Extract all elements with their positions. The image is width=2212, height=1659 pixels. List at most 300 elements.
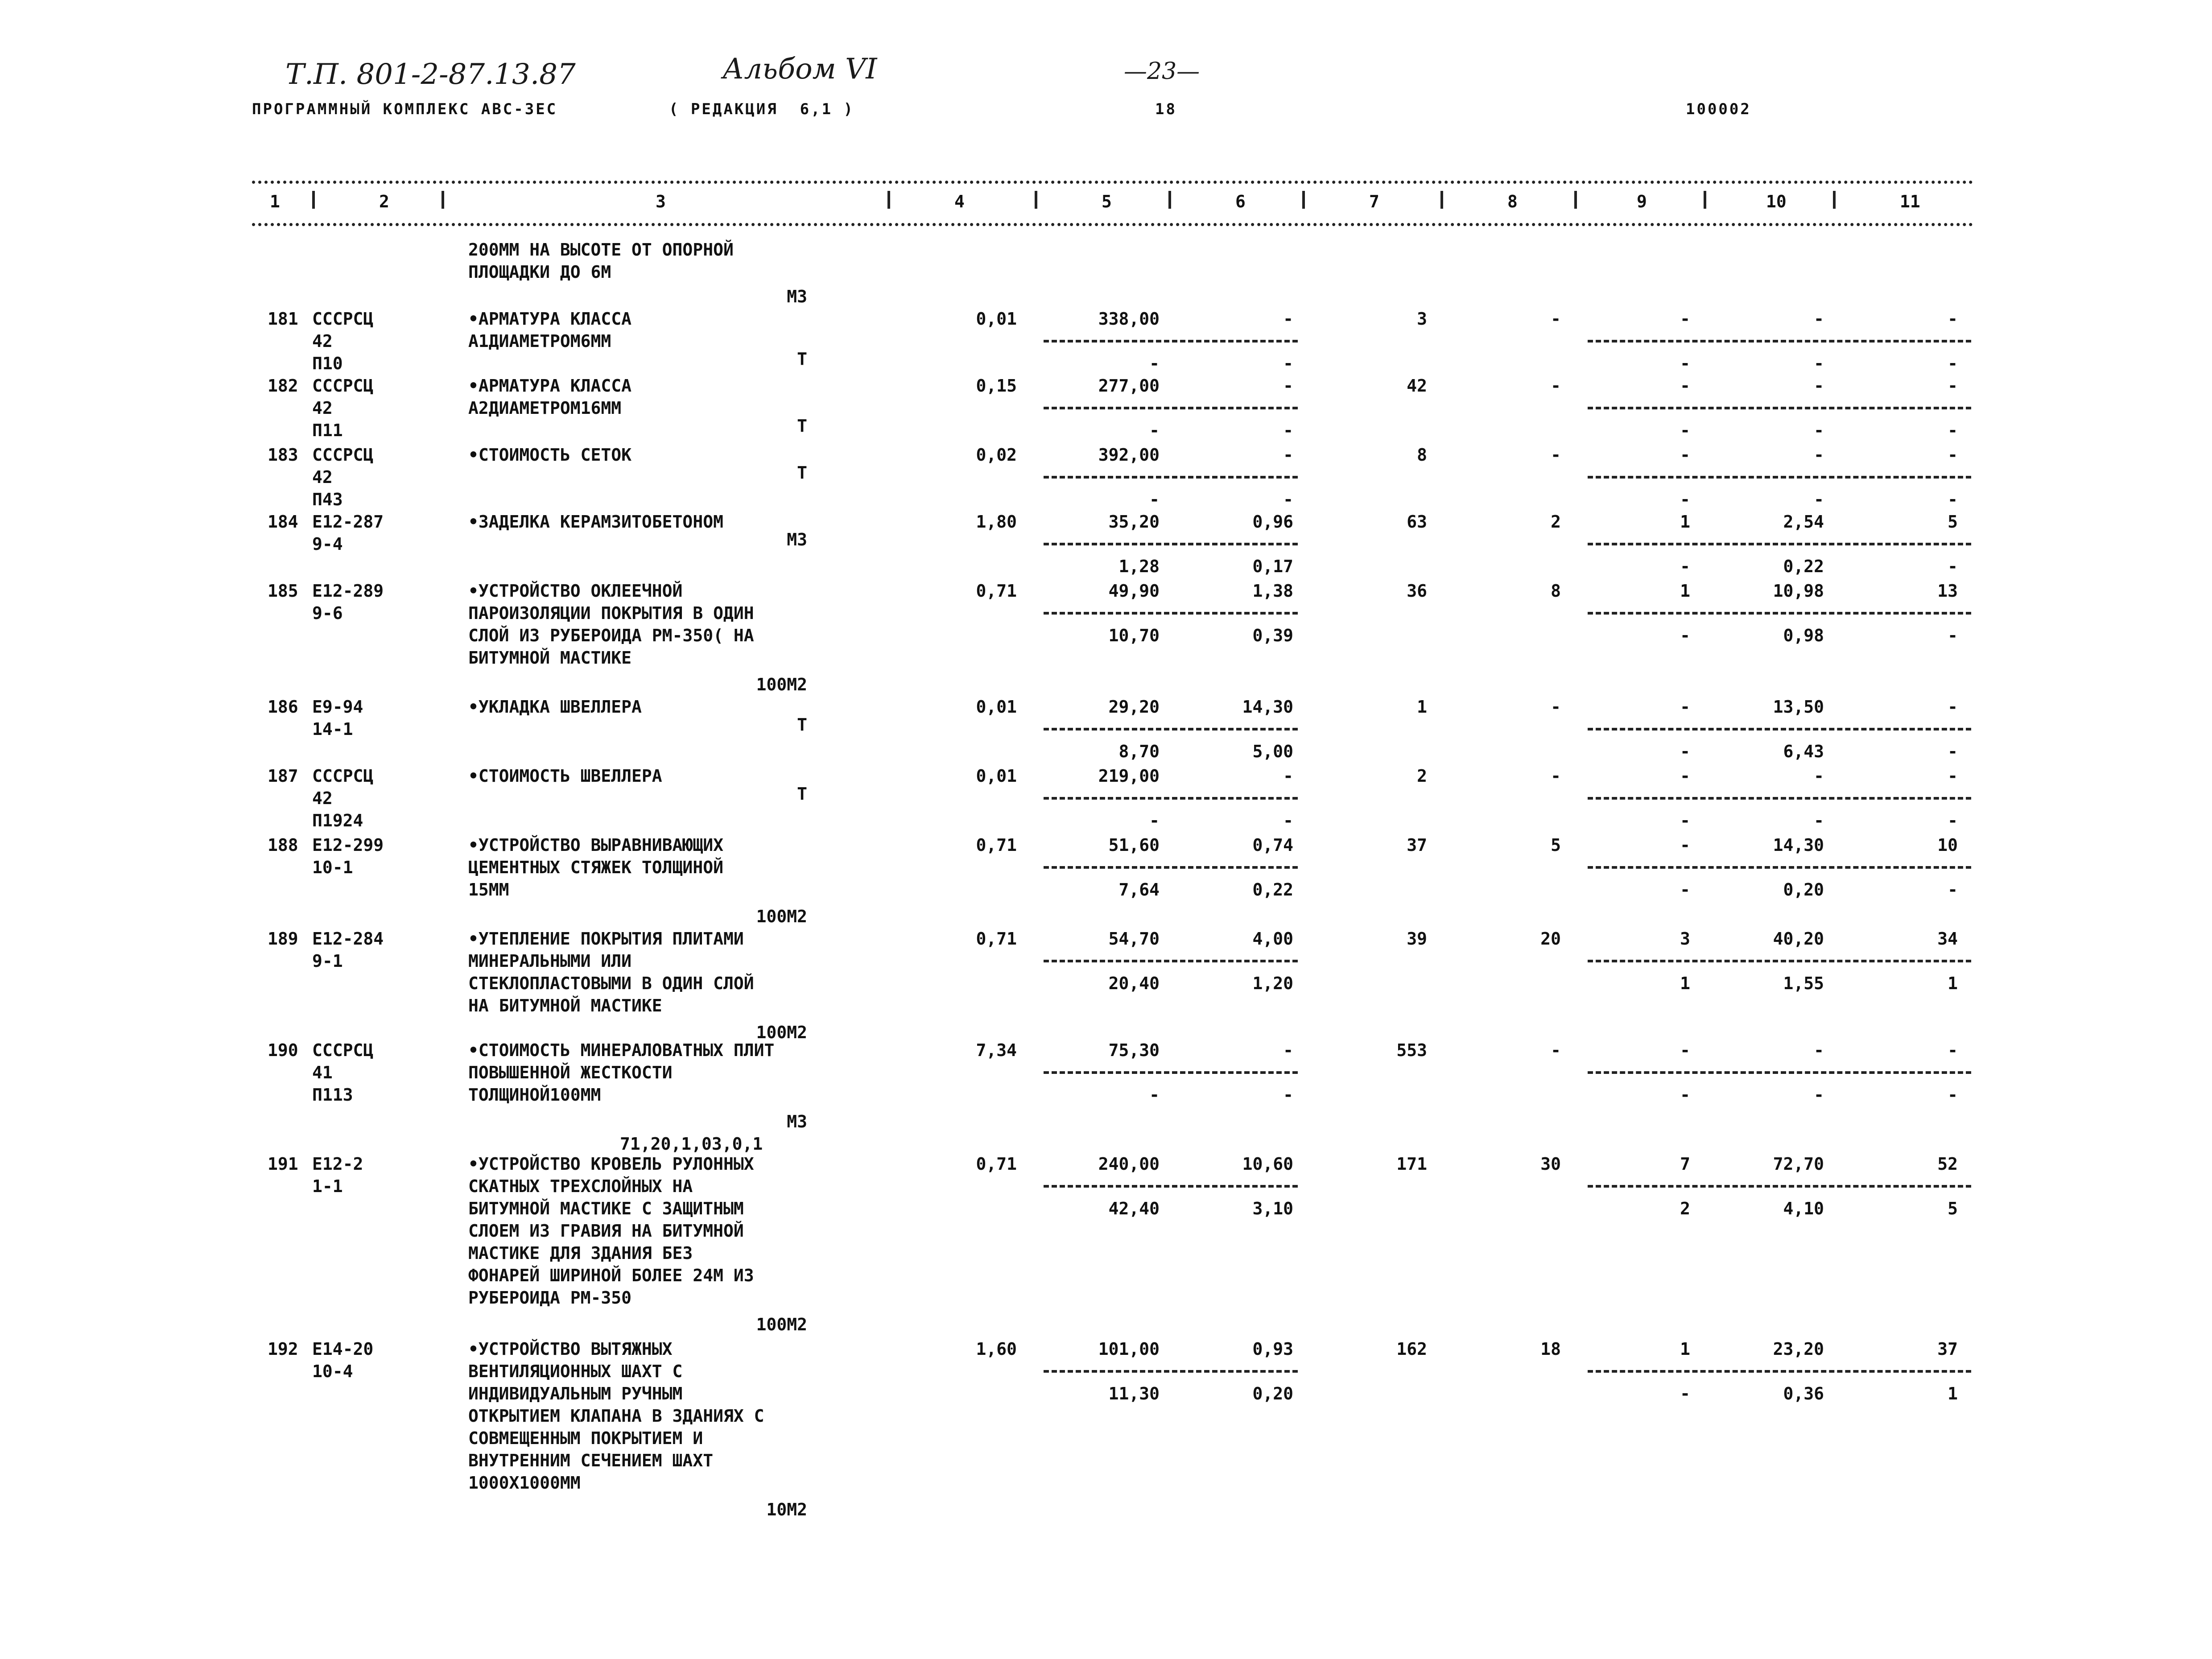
row-number: 189: [268, 929, 298, 949]
col8-value: -: [1551, 697, 1561, 717]
col8-value: 20: [1540, 929, 1561, 949]
col8-value: -: [1551, 309, 1561, 329]
edition-label: ( РЕДАКЦИЯ 6,1 ): [669, 100, 854, 118]
col11-subvalue: -: [1948, 1085, 1958, 1105]
col4-value: 0,71: [976, 835, 1017, 855]
row-description: СОВМЕЩЕННЫМ ПОКРЫТИЕМ И: [468, 1428, 703, 1448]
col6-value: 0,93: [1252, 1339, 1293, 1359]
col5-value: 54,70: [1108, 929, 1160, 949]
row-number: 184: [268, 512, 298, 532]
col7-value: 42: [1407, 376, 1427, 396]
table-top-rule: [252, 181, 1973, 184]
row-description: СТЕКЛОПЛАСТОВЫМИ В ОДИН СЛОЙ: [468, 974, 754, 993]
col10-subvalue: -: [1814, 811, 1824, 830]
row-code: Е14-20: [312, 1339, 374, 1359]
col-num: 2: [379, 192, 389, 211]
col6-subvalue: -: [1283, 811, 1293, 830]
row-code: П10: [312, 354, 343, 373]
col11-subvalue: -: [1948, 490, 1958, 509]
row-subtotal-rule: [1044, 612, 1298, 615]
col10-value: 14,30: [1773, 835, 1824, 855]
row-description: •ЗАДЕЛКА КЕРАМЗИТОБЕТОНОМ: [468, 512, 723, 532]
col5-subvalue: 1,28: [1118, 557, 1160, 576]
col8-value: 2: [1551, 512, 1561, 532]
row-description: ИНДИВИДУАЛЬНЫМ РУЧНЫМ: [468, 1384, 683, 1403]
row-code: П43: [312, 490, 343, 509]
col10-value: 10,98: [1773, 581, 1824, 601]
row-subtotal-rule: [1044, 1185, 1298, 1188]
row-unit: 100М2: [756, 1315, 807, 1334]
document-reference: Т.П. 801-2-87.13.87: [285, 58, 576, 91]
row-unit: М3: [787, 530, 807, 549]
col-num: 3: [656, 192, 666, 211]
col5-subvalue: 42,40: [1108, 1199, 1160, 1218]
row-code: Е12-2: [312, 1154, 363, 1174]
col6-value: -: [1283, 445, 1293, 465]
row-number: 187: [268, 766, 298, 786]
page-number: —23—: [1124, 58, 1200, 85]
col-num: 1: [270, 192, 280, 211]
row-subtotal-rule: [1588, 340, 1971, 343]
row-unit: 100М2: [756, 675, 807, 694]
col9-subvalue: -: [1680, 742, 1690, 761]
col9-subvalue: -: [1680, 1085, 1690, 1105]
col8-value: -: [1551, 376, 1561, 396]
col11-value: 10: [1937, 835, 1958, 855]
col10-subvalue: 6,43: [1783, 742, 1824, 761]
row-subtotal-rule: [1588, 960, 1971, 962]
col6-subvalue: 0,22: [1252, 880, 1293, 900]
row-unit: Т: [797, 463, 807, 483]
col5-value: 392,00: [1098, 445, 1160, 465]
row-number: 185: [268, 581, 298, 601]
col5-subvalue: -: [1149, 421, 1160, 440]
row-description: 15ММ: [468, 880, 509, 900]
col10-value: -: [1814, 376, 1824, 396]
row-subtotal-rule: [1588, 1185, 1971, 1188]
row-description: ОТКРЫТИЕМ КЛАПАНА В ЗДАНИЯХ С: [468, 1406, 764, 1426]
row-description: •СТОИМОСТЬ СЕТОК: [468, 445, 632, 465]
row-subtotal-rule: [1044, 407, 1298, 409]
col6-value: 14,30: [1242, 697, 1293, 717]
col6-subvalue: -: [1283, 490, 1293, 509]
col4-value: 0,71: [976, 1154, 1017, 1174]
col5-subvalue: -: [1149, 1085, 1160, 1105]
col10-subvalue: 4,10: [1783, 1199, 1824, 1218]
col5-value: 49,90: [1108, 581, 1160, 601]
col6-value: 1,38: [1252, 581, 1293, 601]
col6-subvalue: 1,20: [1252, 974, 1293, 993]
row-subtotal-rule: [1044, 1071, 1298, 1074]
col7-value: 63: [1407, 512, 1427, 532]
row-number: 188: [268, 835, 298, 855]
col6-subvalue: 5,00: [1252, 742, 1293, 761]
row-subtotal-rule: [1588, 1071, 1971, 1074]
col8-value: 5: [1551, 835, 1561, 855]
carry-over-unit: М3: [787, 287, 807, 306]
row-code: Е12-287: [312, 512, 384, 532]
col-num: 6: [1235, 192, 1246, 211]
col8-value: 8: [1551, 581, 1561, 601]
col9-subvalue: 2: [1680, 1199, 1690, 1218]
col-num: 4: [954, 192, 965, 211]
row-extra-line: 71,20,1,03,0,1: [620, 1134, 763, 1154]
row-unit: 100М2: [756, 907, 807, 926]
album-label: Альбом VI: [722, 53, 877, 86]
col5-value: 219,00: [1098, 766, 1160, 786]
row-number: 183: [268, 445, 298, 465]
col11-subvalue: -: [1948, 626, 1958, 645]
col6-subvalue: 3,10: [1252, 1199, 1293, 1218]
row-code: 14-1: [312, 719, 353, 739]
column-divider: [312, 191, 315, 209]
col9-value: -: [1680, 309, 1690, 329]
col-num: 8: [1507, 192, 1518, 211]
col10-subvalue: -: [1814, 421, 1824, 440]
row-subtotal-rule: [1044, 476, 1298, 479]
row-description: А1ДИАМЕТРОМ6ММ: [468, 331, 611, 351]
sheet-number: 18: [1155, 100, 1177, 118]
col8-value: 18: [1540, 1339, 1561, 1359]
row-code: П113: [312, 1085, 353, 1105]
row-code: СССРСЦ: [312, 376, 374, 396]
row-code: 9-6: [312, 603, 343, 623]
col6-value: -: [1283, 766, 1293, 786]
row-description: СЛОЙ ИЗ РУБЕРОИДА РМ-350( НА: [468, 626, 754, 645]
row-number: 190: [268, 1040, 298, 1060]
col5-subvalue: 10,70: [1108, 626, 1160, 645]
col5-subvalue: -: [1149, 811, 1160, 830]
row-code: 42: [312, 331, 333, 351]
col6-value: -: [1283, 376, 1293, 396]
col11-value: 52: [1937, 1154, 1958, 1174]
column-divider: [1704, 191, 1706, 209]
column-divider: [442, 191, 444, 209]
col10-subvalue: -: [1814, 1085, 1824, 1105]
row-description: •УСТРОЙСТВО КРОВЕЛЬ РУЛОННЫХ: [468, 1154, 754, 1174]
row-description: •АРМАТУРА КЛАССА: [468, 309, 632, 329]
col5-value: 35,20: [1108, 512, 1160, 532]
col10-value: 13,50: [1773, 697, 1824, 717]
row-subtotal-rule: [1588, 407, 1971, 409]
col10-value: -: [1814, 309, 1824, 329]
col11-subvalue: -: [1948, 421, 1958, 440]
col8-value: -: [1551, 1040, 1561, 1060]
col11-value: -: [1948, 766, 1958, 786]
col10-subvalue: -: [1814, 354, 1824, 373]
col7-value: 36: [1407, 581, 1427, 601]
col5-subvalue: 20,40: [1108, 974, 1160, 993]
row-description: МАСТИКЕ ДЛЯ ЗДАНИЯ БЕЗ: [468, 1243, 693, 1263]
row-description: ВНУТРЕННИМ СЕЧЕНИЕМ ШАХТ: [468, 1451, 714, 1470]
col11-value: -: [1948, 697, 1958, 717]
col-num: 10: [1766, 192, 1787, 211]
column-divider: [1168, 191, 1171, 209]
col11-value: -: [1948, 376, 1958, 396]
carry-over-line: ПЛОЩАДКИ ДО 6М: [468, 262, 611, 282]
col5-subvalue: 11,30: [1108, 1384, 1160, 1403]
col6-value: 4,00: [1252, 929, 1293, 949]
col11-subvalue: -: [1948, 811, 1958, 830]
col11-value: 5: [1948, 512, 1958, 532]
col7-value: 8: [1417, 445, 1427, 465]
table-header-rule: [252, 223, 1973, 226]
col11-value: -: [1948, 445, 1958, 465]
col5-value: 338,00: [1098, 309, 1160, 329]
col6-subvalue: 0,20: [1252, 1384, 1293, 1403]
col9-value: -: [1680, 376, 1690, 396]
col4-value: 0,02: [976, 445, 1017, 465]
col9-subvalue: 1: [1680, 974, 1690, 993]
row-description: ФОНАРЕЙ ШИРИНОЙ БОЛЕЕ 24М ИЗ: [468, 1266, 754, 1285]
row-code: П11: [312, 421, 343, 440]
col9-subvalue: -: [1680, 354, 1690, 373]
row-subtotal-rule: [1588, 476, 1971, 479]
col4-value: 0,71: [976, 929, 1017, 949]
col9-value: -: [1680, 766, 1690, 786]
col9-subvalue: -: [1680, 811, 1690, 830]
row-code: Е12-299: [312, 835, 384, 855]
row-description: БИТУМНОЙ МАСТИКЕ С ЗАЩИТНЫМ: [468, 1199, 744, 1218]
col6-value: 0,96: [1252, 512, 1293, 532]
col9-value: 7: [1680, 1154, 1690, 1174]
col5-value: 101,00: [1098, 1339, 1160, 1359]
col5-value: 240,00: [1098, 1154, 1160, 1174]
row-description: БИТУМНОЙ МАСТИКЕ: [468, 648, 632, 668]
row-code: СССРСЦ: [312, 1040, 374, 1060]
col7-value: 37: [1407, 835, 1427, 855]
col9-subvalue: -: [1680, 626, 1690, 645]
row-code: СССРСЦ: [312, 309, 374, 329]
col10-subvalue: 1,55: [1783, 974, 1824, 993]
col9-value: -: [1680, 445, 1690, 465]
col11-subvalue: 5: [1948, 1199, 1958, 1218]
col5-value: 51,60: [1108, 835, 1160, 855]
row-unit: Т: [797, 416, 807, 436]
col10-value: -: [1814, 445, 1824, 465]
col9-subvalue: -: [1680, 421, 1690, 440]
row-description: •СТОИМОСТЬ ШВЕЛЛЕРА: [468, 766, 662, 786]
row-description: ПОВЫШЕННОЙ ЖЕСТКОСТИ: [468, 1063, 673, 1082]
row-subtotal-rule: [1588, 797, 1971, 800]
col-num: 11: [1900, 192, 1920, 211]
col9-subvalue: -: [1680, 1384, 1690, 1403]
row-code: СССРСЦ: [312, 445, 374, 465]
col4-value: 0,01: [976, 309, 1017, 329]
row-subtotal-rule: [1044, 960, 1298, 962]
col9-subvalue: -: [1680, 880, 1690, 900]
row-unit: Т: [797, 784, 807, 804]
col8-value: -: [1551, 766, 1561, 786]
row-description: ВЕНТИЛЯЦИОННЫХ ШАХТ С: [468, 1362, 683, 1381]
col9-value: 1: [1680, 1339, 1690, 1359]
row-description: 1000Х1000ММ: [468, 1473, 581, 1493]
col5-subvalue: -: [1149, 490, 1160, 509]
row-description: СЛОЕМ ИЗ ГРАВИЯ НА БИТУМНОЙ: [468, 1221, 744, 1241]
row-description: СКАТНЫХ ТРЕХСЛОЙНЫХ НА: [468, 1176, 693, 1196]
row-description: •СТОИМОСТЬ МИНЕРАЛОВАТНЫХ ПЛИТ: [468, 1040, 775, 1060]
col10-value: 72,70: [1773, 1154, 1824, 1174]
col-num: 9: [1637, 192, 1647, 211]
col11-value: -: [1948, 1040, 1958, 1060]
col9-value: 1: [1680, 512, 1690, 532]
row-number: 182: [268, 376, 298, 396]
col11-subvalue: -: [1948, 742, 1958, 761]
col6-value: 0,74: [1252, 835, 1293, 855]
row-subtotal-rule: [1044, 797, 1298, 800]
row-subtotal-rule: [1588, 543, 1971, 545]
row-subtotal-rule: [1588, 1370, 1971, 1373]
col11-subvalue: -: [1948, 880, 1958, 900]
row-subtotal-rule: [1044, 1370, 1298, 1373]
col6-subvalue: -: [1283, 354, 1293, 373]
col10-subvalue: 0,36: [1783, 1384, 1824, 1403]
col10-value: -: [1814, 766, 1824, 786]
col10-value: -: [1814, 1040, 1824, 1060]
row-code: Е12-289: [312, 581, 384, 601]
program-name: ПРОГРАММНЫЙ КОМПЛЕКС АВС-3ЕС: [252, 100, 558, 118]
col6-value: -: [1283, 309, 1293, 329]
col7-value: 2: [1417, 766, 1427, 786]
row-description: ПАРОИЗОЛЯЦИИ ПОКРЫТИЯ В ОДИН: [468, 603, 754, 623]
col11-subvalue: 1: [1948, 974, 1958, 993]
col9-value: 1: [1680, 581, 1690, 601]
col5-value: 29,20: [1108, 697, 1160, 717]
row-description: •АРМАТУРА КЛАССА: [468, 376, 632, 396]
row-code: СССРСЦ: [312, 766, 374, 786]
col11-subvalue: -: [1948, 557, 1958, 576]
col7-value: 39: [1407, 929, 1427, 949]
row-number: 191: [268, 1154, 298, 1174]
col4-value: 0,71: [976, 581, 1017, 601]
row-code: 9-4: [312, 534, 343, 554]
col5-subvalue: -: [1149, 354, 1160, 373]
col11-value: 34: [1937, 929, 1958, 949]
row-code: Е12-284: [312, 929, 384, 949]
row-code: 1-1: [312, 1176, 343, 1196]
col9-value: -: [1680, 835, 1690, 855]
row-unit: 100М2: [756, 1023, 807, 1042]
col7-value: 553: [1396, 1040, 1427, 1060]
row-description: ТОЛЩИНОЙ100ММ: [468, 1085, 601, 1105]
col4-value: 0,15: [976, 376, 1017, 396]
row-subtotal-rule: [1044, 866, 1298, 869]
row-description: •УТЕПЛЕНИЕ ПОКРЫТИЯ ПЛИТАМИ: [468, 929, 744, 949]
row-number: 192: [268, 1339, 298, 1359]
col11-value: -: [1948, 309, 1958, 329]
column-divider: [1035, 191, 1037, 209]
col5-subvalue: 8,70: [1118, 742, 1160, 761]
col4-value: 0,01: [976, 766, 1017, 786]
row-number: 186: [268, 697, 298, 717]
row-subtotal-rule: [1588, 866, 1971, 869]
row-code: 42: [312, 467, 333, 487]
col6-subvalue: -: [1283, 1085, 1293, 1105]
row-subtotal-rule: [1044, 543, 1298, 545]
row-description: •УКЛАДКА ШВЕЛЛЕРА: [468, 697, 642, 717]
col5-subvalue: 7,64: [1118, 880, 1160, 900]
row-description: •УСТРОЙСТВО ОКЛЕЕЧНОЙ: [468, 581, 683, 601]
col9-value: 3: [1680, 929, 1690, 949]
row-number: 181: [268, 309, 298, 329]
row-subtotal-rule: [1044, 340, 1298, 343]
col7-value: 1: [1417, 697, 1427, 717]
row-code: 10-4: [312, 1362, 353, 1381]
col11-value: 37: [1937, 1339, 1958, 1359]
row-code: 9-1: [312, 951, 343, 971]
col11-value: 13: [1937, 581, 1958, 601]
row-code: П1924: [312, 811, 363, 830]
col9-value: -: [1680, 697, 1690, 717]
column-divider: [1833, 191, 1836, 209]
col9-value: -: [1680, 1040, 1690, 1060]
col11-subvalue: -: [1948, 354, 1958, 373]
col9-subvalue: -: [1680, 557, 1690, 576]
row-code: Е9-94: [312, 697, 363, 717]
col10-subvalue: 0,22: [1783, 557, 1824, 576]
col10-value: 2,54: [1783, 512, 1824, 532]
row-unit: М3: [787, 1112, 807, 1131]
col4-value: 1,80: [976, 512, 1017, 532]
col5-value: 75,30: [1108, 1040, 1160, 1060]
col10-value: 23,20: [1773, 1339, 1824, 1359]
row-unit: Т: [797, 349, 807, 369]
col5-value: 277,00: [1098, 376, 1160, 396]
row-description: ЦЕМЕНТНЫХ СТЯЖЕК ТОЛЩИНОЙ: [468, 858, 723, 877]
col11-subvalue: 1: [1948, 1384, 1958, 1403]
row-code: 41: [312, 1063, 333, 1082]
row-unit: 10М2: [766, 1500, 807, 1519]
column-divider: [1574, 191, 1577, 209]
row-subtotal-rule: [1044, 728, 1298, 730]
row-subtotal-rule: [1588, 612, 1971, 615]
row-description: А2ДИАМЕТРОМ16ММ: [468, 398, 622, 418]
row-description: РУБЕРОИДА РМ-350: [468, 1288, 632, 1308]
row-description: НА БИТУМНОЙ МАСТИКЕ: [468, 996, 662, 1015]
col10-value: 40,20: [1773, 929, 1824, 949]
row-unit: Т: [797, 715, 807, 735]
col4-value: 1,60: [976, 1339, 1017, 1359]
col8-value: 30: [1540, 1154, 1561, 1174]
document-code: 100002: [1686, 100, 1751, 118]
row-code: 42: [312, 398, 333, 418]
col10-subvalue: 0,20: [1783, 880, 1824, 900]
col8-value: -: [1551, 445, 1561, 465]
col6-subvalue: 0,17: [1252, 557, 1293, 576]
col4-value: 7,34: [976, 1040, 1017, 1060]
col4-value: 0,01: [976, 697, 1017, 717]
col7-value: 171: [1396, 1154, 1427, 1174]
column-divider: [887, 191, 890, 209]
col-num: 5: [1102, 192, 1112, 211]
row-code: 42: [312, 788, 333, 808]
col7-value: 3: [1417, 309, 1427, 329]
col6-subvalue: -: [1283, 421, 1293, 440]
row-subtotal-rule: [1588, 728, 1971, 730]
col9-subvalue: -: [1680, 490, 1690, 509]
row-description: •УСТРОЙСТВО ВЫРАВНИВАЮЩИХ: [468, 835, 723, 855]
carry-over-line: 200ММ НА ВЫСОТЕ ОТ ОПОРНОЙ: [468, 240, 734, 260]
row-description: МИНЕРАЛЬНЫМИ ИЛИ: [468, 951, 632, 971]
col10-subvalue: -: [1814, 490, 1824, 509]
col7-value: 162: [1396, 1339, 1427, 1359]
col6-subvalue: 0,39: [1252, 626, 1293, 645]
row-code: 10-1: [312, 858, 353, 877]
row-description: •УСТРОЙСТВО ВЫТЯЖНЫХ: [468, 1339, 673, 1359]
col-num: 7: [1369, 192, 1379, 211]
col6-value: 10,60: [1242, 1154, 1293, 1174]
column-divider: [1302, 191, 1305, 209]
